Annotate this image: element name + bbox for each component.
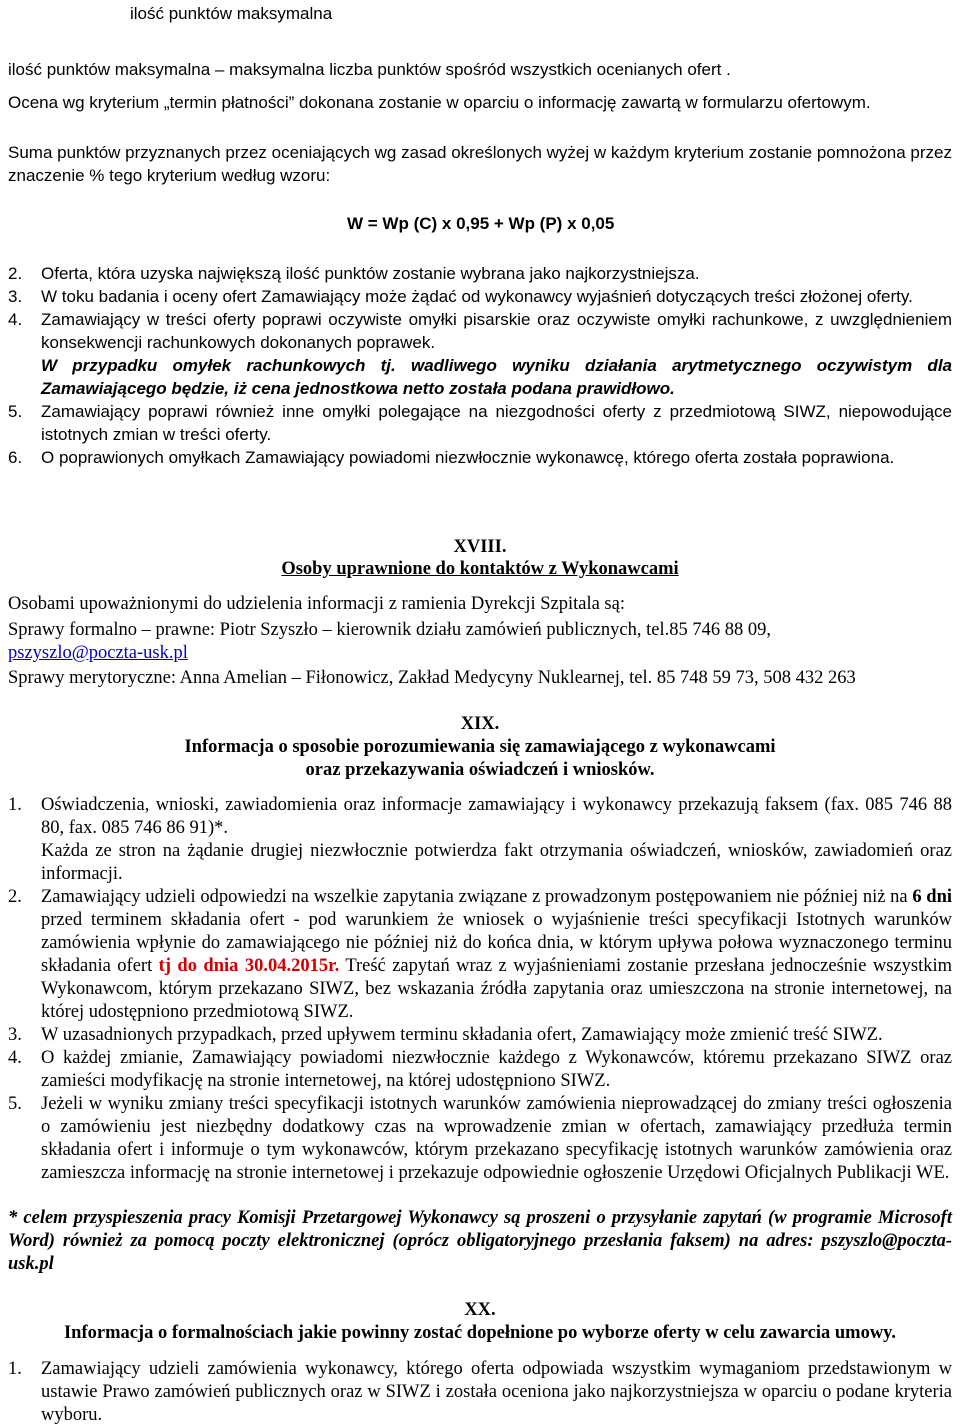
list-item-text: O każdej zmianie, Zamawiający powiadomi niezwłocznie każdego z Wykonawców, któremu przekazano SIWZ oraz zamieści modyfikację na stronie internetowej, na której udostępniono SIWZ. <box>41 1048 952 1091</box>
list-item-text: Jeżeli w wyniku zmiany treści specyfikacji istotnych warunków zamówienia nieprowadzącej do zmiany treści ogłoszenia o zamówieniu jest niezbędny dodatkowy czas na wprowadzenie zmian w ofertach, zamawiający przedłuża termin składania ofert i informuje o tym wykonawców, którym przekazano specyfikację istotnych warunków zamówienia oraz zamieszcza informację na stronie internetowej i przekazuje odpowiednie ogłoszenie Urzędowi Oficjalnych Publikacji WE. <box>41 1094 952 1183</box>
contact-email-link[interactable]: pszyszlo@poczta-usk.pl <box>8 643 188 663</box>
list-item-text: Zamawiający poprawi również inne omyłki polegające na niezgodności oferty z przedmiotową SIWZ, niepowodujące istotnych zmian w treści oferty. <box>41 402 952 444</box>
evaluation-list <box>8 262 952 469</box>
text-run: Treść zapytań wraz z wyjaśnieniami zostanie przesłana jednocześnie wszystkim Wykonawcom, którym przekazano SIWZ, bez wskazania źródła zapytania oraz umieszczona na stronie internetowej, na której udostępniono przedmiotową SIWZ. <box>41 956 952 1022</box>
text-run: przed terminem składania ofert - pod warunkiem że wniosek o wyjaśnienie treści specyfikacji Istotnych warunków zamówienia wpłynie do zamawiającego nie później niż do końca dnia, w którym upływa połowa wyznaczonego terminu składania ofert <box>41 910 952 976</box>
list-item-number: 4. <box>8 1048 22 1068</box>
list-item-number: 5. <box>8 402 23 421</box>
list-item <box>8 262 952 285</box>
list-item <box>8 794 952 886</box>
section-18-number: XVIII. <box>453 537 507 557</box>
communication-list <box>8 794 952 1185</box>
section-19-title-line1: Informacja o sposobie porozumiewania się zamawiającego z wykonawcami <box>184 737 776 757</box>
list-item <box>8 285 952 308</box>
section-19-title <box>8 736 952 782</box>
formula: W = Wp (C) x 0,95 + Wp (P) x 0,05 <box>347 214 615 233</box>
contact-formal-text: Sprawy formalno – prawne: Piotr Szyszło – kierownik działu zamówień publicznych, tel.85 746 88 09, <box>8 620 771 640</box>
section-header: ilość punktów maksymalna <box>130 4 333 23</box>
list-item <box>8 1358 952 1427</box>
section-20-number: XX. <box>464 1300 496 1320</box>
max-points-paragraph: ilość punktów maksymalna – maksymalna liczba punktów spośród wszystkich ocenianych ofert . <box>8 60 731 79</box>
list-item-number: 1. <box>8 795 22 815</box>
payment-term-paragraph: Ocena wg kryterium „termin płatności” dokonana zostanie w oparciu o informację zawartą w formularzu ofertowym. <box>8 93 871 112</box>
contact-intro: Osobami upoważnionymi do udzielenia informacji z ramienia Dyrekcji Szpitala są: <box>8 594 625 614</box>
list-item <box>8 400 952 446</box>
list-item-number: 5. <box>8 1094 22 1114</box>
contact-formal <box>8 619 952 665</box>
section-20-title: Informacja o formalnościach jakie powinny zostać dopełnione po wyborze oferty w celu zawarcia umowy. <box>63 1323 897 1343</box>
list-item-number: 2. <box>8 264 23 283</box>
list-item-number: 3. <box>8 287 23 306</box>
list-item-number: 4. <box>8 310 23 329</box>
contact-substantive: Sprawy merytoryczne: Anna Amelian – Fiłonowicz, Zakład Medycyny Nuklearnej, tel. 85 748 59 73, 508 432 263 <box>8 668 856 688</box>
deadline-date: tj do dnia 30.04.2015r. <box>158 956 340 976</box>
email-note: * celem przyspieszenia pracy Komisji Przetargowej Wykonawcy są proszeni o przysyłanie zapytań (w programie Microsoft Word) również za pomocą poczty elektronicznej (oprócz obligatoryjnego przesłania faksem) na adres: pszyszlo@poczta-usk.pl <box>8 1208 952 1274</box>
list-item <box>8 308 952 400</box>
days-emphasis: 6 dni <box>912 887 953 907</box>
list-item <box>8 1024 952 1047</box>
list-item-number: 6. <box>8 448 23 467</box>
list-item-italic-note: W przypadku omyłek rachunkowych tj. wadliwego wyniku działania arytmetycznego oczywistym dla Zamawiającego będzie, iż cena jednostkowa netto została podana prawidłowo. <box>41 356 952 398</box>
list-item <box>8 886 952 1024</box>
list-item <box>8 1093 952 1185</box>
list-item-text: Zamawiający udzieli zamówienia wykonawcy, którego oferta odpowiada wszystkim wymaganiom przedstawionym w ustawie Prawo zamówień publicznych oraz w SIWZ i została oceniona jako najkorzystniejsza w oparciu o podane kryteria wyboru. <box>41 1359 952 1425</box>
section-19-title-line2: oraz przekazywania oświadczeń i wniosków. <box>305 760 655 780</box>
section-18-title: Osoby uprawnione do kontaktów z Wykonawcami <box>281 559 679 579</box>
formalities-list <box>8 1358 952 1427</box>
list-item-text: Każda ze stron na żądanie drugiej niezwłocznie potwierdza fakt otrzymania oświadczeń, wniosków, zawiadomień oraz informacji. <box>41 841 952 884</box>
section-19-number: XIX. <box>460 714 500 734</box>
list-item-number: 2. <box>8 887 22 907</box>
points-sum-paragraph: Suma punktów przyznanych przez oceniających wg zasad określonych wyżej w każdym kryterium zostanie pomnożona przez znaczenie % tego kryterium według wzoru: <box>8 143 952 185</box>
list-item-text: W uzasadnionych przypadkach, przed upływem terminu składania ofert, Zamawiający może zmienić treść SIWZ. <box>41 1025 883 1045</box>
list-item-text <box>41 886 952 1024</box>
list-item-number: 3. <box>8 1025 22 1045</box>
text-run: Zamawiający udzieli odpowiedzi na wszelkie zapytania związane z prowadzonym postępowaniem nie później niż na <box>41 887 913 907</box>
list-item-number: 1. <box>8 1359 22 1379</box>
list-item-text: O poprawionych omyłkach Zamawiający powiadomi niezwłocznie wykonawcę, którego oferta została poprawiona. <box>41 448 895 467</box>
list-item <box>8 1047 952 1093</box>
list-item-text: Oferta, która uzyska największą ilość punktów zostanie wybrana jako najkorzystniejsza. <box>41 264 700 283</box>
list-item-text: Zamawiający w treści oferty poprawi oczywiste omyłki pisarskie oraz oczywiste omyłki rachunkowe, z uwzględnieniem konsekwencji rachunkowych dokonanych poprawek. <box>41 310 952 352</box>
list-item-text: W toku badania i oceny ofert Zamawiający może żądać od wykonawcy wyjaśnień dotyczących treści złożonej oferty. <box>41 287 913 306</box>
list-item-text: Oświadczenia, wnioski, zawiadomienia oraz informacje zamawiający i wykonawcy przekazują faksem (fax. 085 746 88 80, fax. 085 746 86 91)*. <box>41 795 952 838</box>
list-item <box>8 446 952 469</box>
